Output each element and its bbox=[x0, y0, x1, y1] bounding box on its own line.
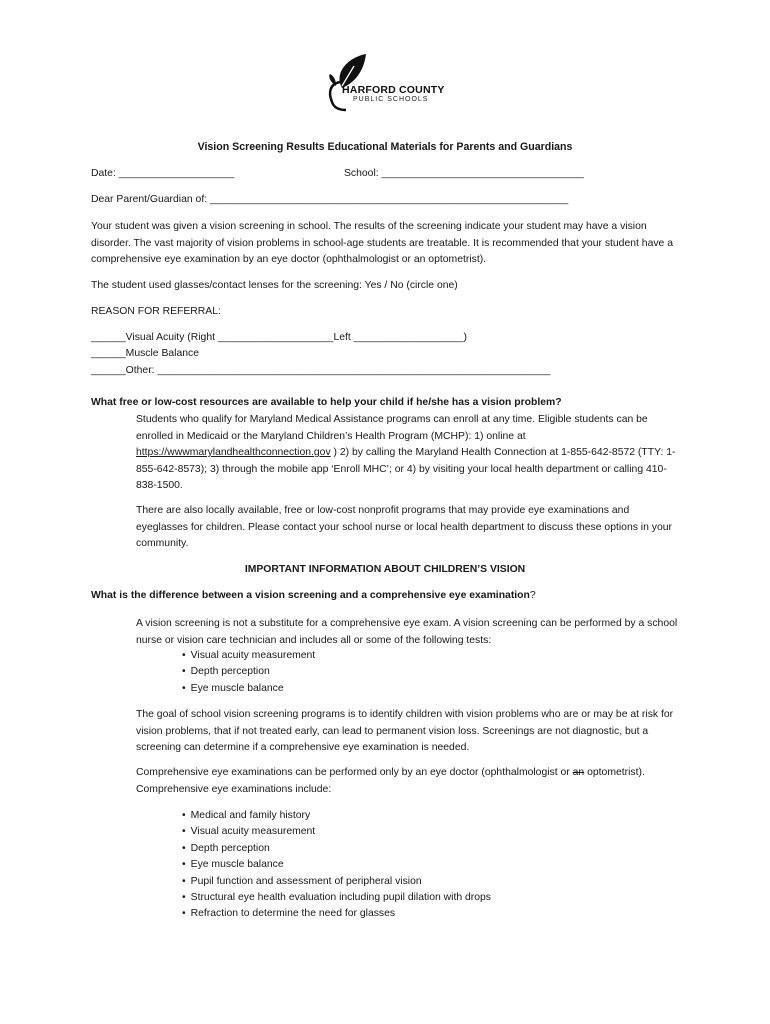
struck-word: an bbox=[572, 767, 585, 778]
district-logo bbox=[324, 52, 448, 112]
page-title: Vision Screening Results Educational Materials for Parents and Guardians bbox=[197, 141, 573, 153]
intro-paragraph: Your student was given a vision screening in school. The results of the screening indicate your student may have a vision disorder. The vast majority of vision problems in school-age students are treatable. It is recommended that your student have a comprehensive eye examination by an eye doctor (ophthalmologist or an optometrist). bbox=[91, 221, 673, 265]
resources-text-after: ) 2) by calling the Maryland Health Connection at 1-855-642-8572 (TTY: 1-855-642-8573); 3) through the mobile app ‘Enroll MHC’; or 4) by visiting your local health department or calling 410-838-1500. bbox=[136, 447, 676, 491]
logo-title: HARFORD COUNTY bbox=[342, 84, 445, 96]
health-connection-link[interactable]: https://wwwmarylandhealthconnection.gov bbox=[136, 447, 331, 458]
exam-items-list bbox=[182, 808, 491, 923]
list-item: • Refraction to determine the need for glasses bbox=[182, 906, 491, 922]
screening-paragraph: A vision screening is not a substitute for a comprehensive eye exam. A vision screening can be performed by a school nurse or vision care technician and includes all or some of the following tests: bbox=[136, 618, 678, 646]
resources-question: What free or low-cost resources are available to help your child if he/she has a vision problem? bbox=[91, 397, 562, 408]
school-field: School: ___________________________________ bbox=[344, 168, 584, 179]
important-heading: IMPORTANT INFORMATION ABOUT CHILDREN’S VISION bbox=[244, 564, 526, 575]
list-item: • Visual acuity measurement bbox=[182, 648, 315, 664]
list-item: • Depth perception bbox=[182, 841, 491, 857]
difference-question-mark: ? bbox=[529, 590, 536, 601]
comprehensive-paragraph bbox=[136, 765, 684, 798]
resources-text-before: Students who qualify for Maryland Medical Assistance programs can enroll at any time. Eligible students can be enrolled in Medicaid or the Maryland Children’s Health Program (MCHP): 1) online at bbox=[136, 414, 648, 442]
leaf-icon bbox=[324, 52, 448, 112]
list-item: • Structural eye health evaluation including pupil dilation with drops bbox=[182, 890, 491, 906]
goal-paragraph: The goal of school vision screening programs is to identify children with vision problems who are or may be at risk for vision problems, that if not treated early, can lead to permanent vision loss. Screenings are not diagnostic, but a screening can determine if a comprehensive eye examination is needed. bbox=[136, 709, 674, 753]
list-item: • Medical and family history bbox=[182, 808, 491, 824]
resources-paragraph-2: There are also locally available, free or low-cost nonprofit programs that may provide eye examinations and eyeglasses for children. Please contact your school nurse or local health department to discuss these options in your community. bbox=[136, 505, 672, 549]
list-item: • Eye muscle balance bbox=[182, 681, 315, 697]
screening-tests-list bbox=[182, 648, 315, 697]
glasses-line: The student used glasses/contact lenses for the screening: Yes / No (circle one) bbox=[91, 280, 458, 291]
referral-other: ______Other: ____________________________________________________________________ bbox=[91, 365, 551, 376]
comprehensive-text-after: optometrist). Comprehensive eye examinations include: bbox=[136, 767, 645, 795]
difference-question-text: What is the difference between a vision screening and a comprehensive eye examination bbox=[91, 590, 530, 601]
difference-question bbox=[91, 590, 536, 601]
date-field: Date: ____________________ bbox=[91, 168, 235, 179]
list-item: • Visual acuity measurement bbox=[182, 824, 491, 840]
list-item: • Pupil function and assessment of peripheral vision bbox=[182, 874, 491, 890]
comprehensive-text-before: Comprehensive eye examinations can be performed only by an eye doctor (ophthalmologist or bbox=[136, 767, 573, 778]
reason-heading: REASON FOR REFERRAL: bbox=[91, 306, 221, 317]
resources-paragraph-1 bbox=[136, 412, 684, 495]
list-item: • Depth perception bbox=[182, 664, 315, 680]
referral-visual-acuity: ______Visual Acuity (Right ____________________Left ___________________) bbox=[91, 332, 467, 343]
referral-muscle-balance: ______Muscle Balance bbox=[91, 348, 200, 359]
dear-field: Dear Parent/Guardian of: ______________________________________________________________ bbox=[91, 194, 569, 205]
logo-subtitle: PUBLIC SCHOOLS bbox=[353, 96, 429, 103]
list-item: • Eye muscle balance bbox=[182, 857, 491, 873]
